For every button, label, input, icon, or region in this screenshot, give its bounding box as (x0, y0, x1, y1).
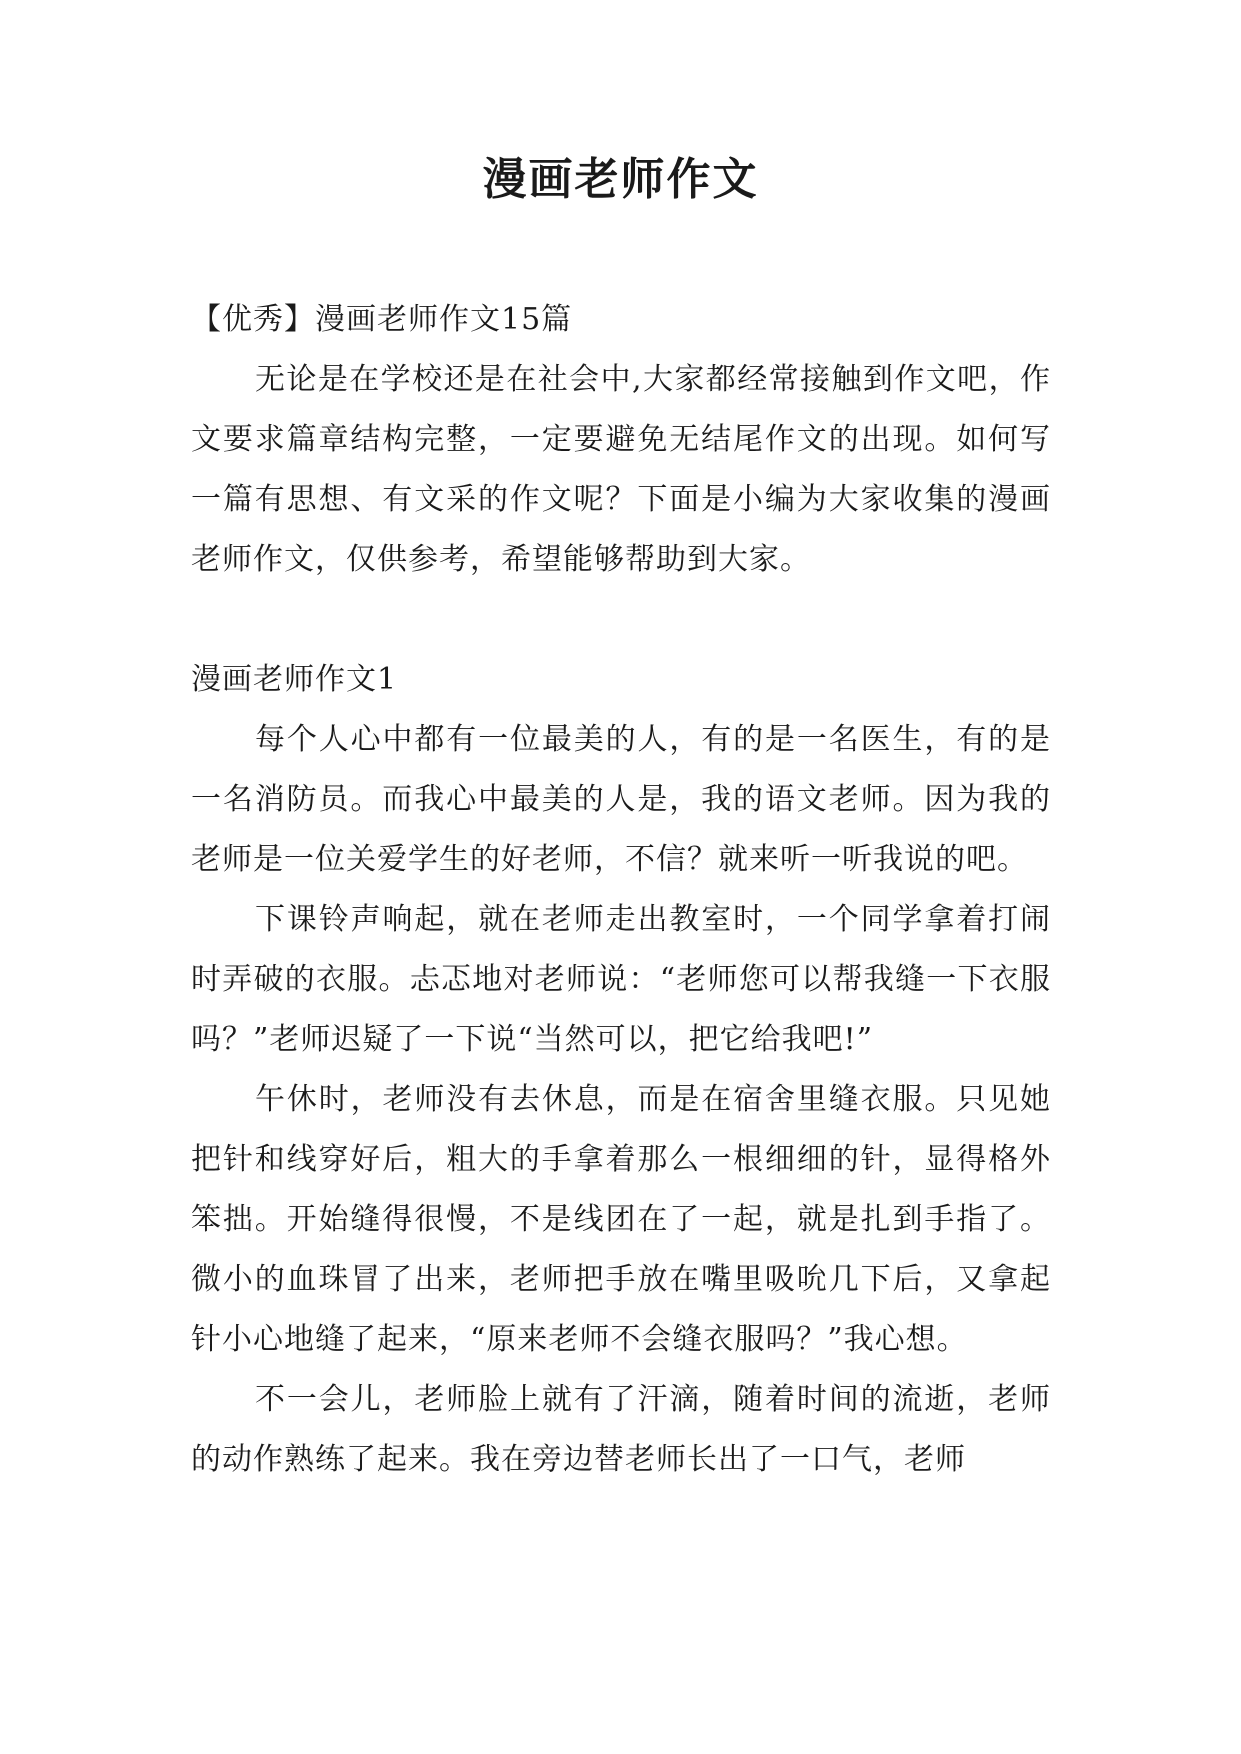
body-paragraph: 下课铃声响起，就在老师走出教室时，一个同学拿着打闹时弄破的衣服。忐忑地对老师说：“老师您可以帮我缝一下衣服吗？”老师迟疑了一下说“当然可以，把它给我吧!” (191, 902, 1051, 1057)
page-title: 漫画老师作文 (482, 154, 759, 205)
body-paragraph: 午休时，老师没有去休息，而是在宿舍里缝衣服。只见她把针和线穿好后，粗大的手拿着那么一根细细的针，显得格外笨拙。开始缝得很慢，不是线团在了一起，就是扎到手指了。微小的血珠冒了出来，老师把手放在嘴里吸吮几下后，又拿起针小心地缝了起来，“原来老师不会缝衣服吗？”我心想。 (191, 1082, 1051, 1357)
document-body (191, 290, 1051, 1490)
body-paragraph: 每个人心中都有一位最美的人，有的是一名医生，有的是一名消防员。而我心中最美的人是，我的语文老师。因为我的老师是一位关爱学生的好老师，不信？就来听一听我说的吧。 (191, 722, 1051, 877)
section-title: 漫画老师作文1 (191, 662, 398, 697)
intro-paragraph: 无论是在学校还是在社会中,大家都经常接触到作文吧，作文要求篇章结构完整，一定要避免无结尾作文的出现。如何写一篇有思想、有文采的作文呢？下面是小编为大家收集的漫画老师作文，仅供参考，希望能够帮助到大家。 (191, 362, 1051, 577)
header-line: 【优秀】漫画老师作文15篇 (191, 302, 573, 337)
body-paragraph: 不一会儿，老师脸上就有了汗滴，随着时间的流逝，老师的动作熟练了起来。我在旁边替老师长出了一口气，老师 (191, 1382, 1051, 1477)
